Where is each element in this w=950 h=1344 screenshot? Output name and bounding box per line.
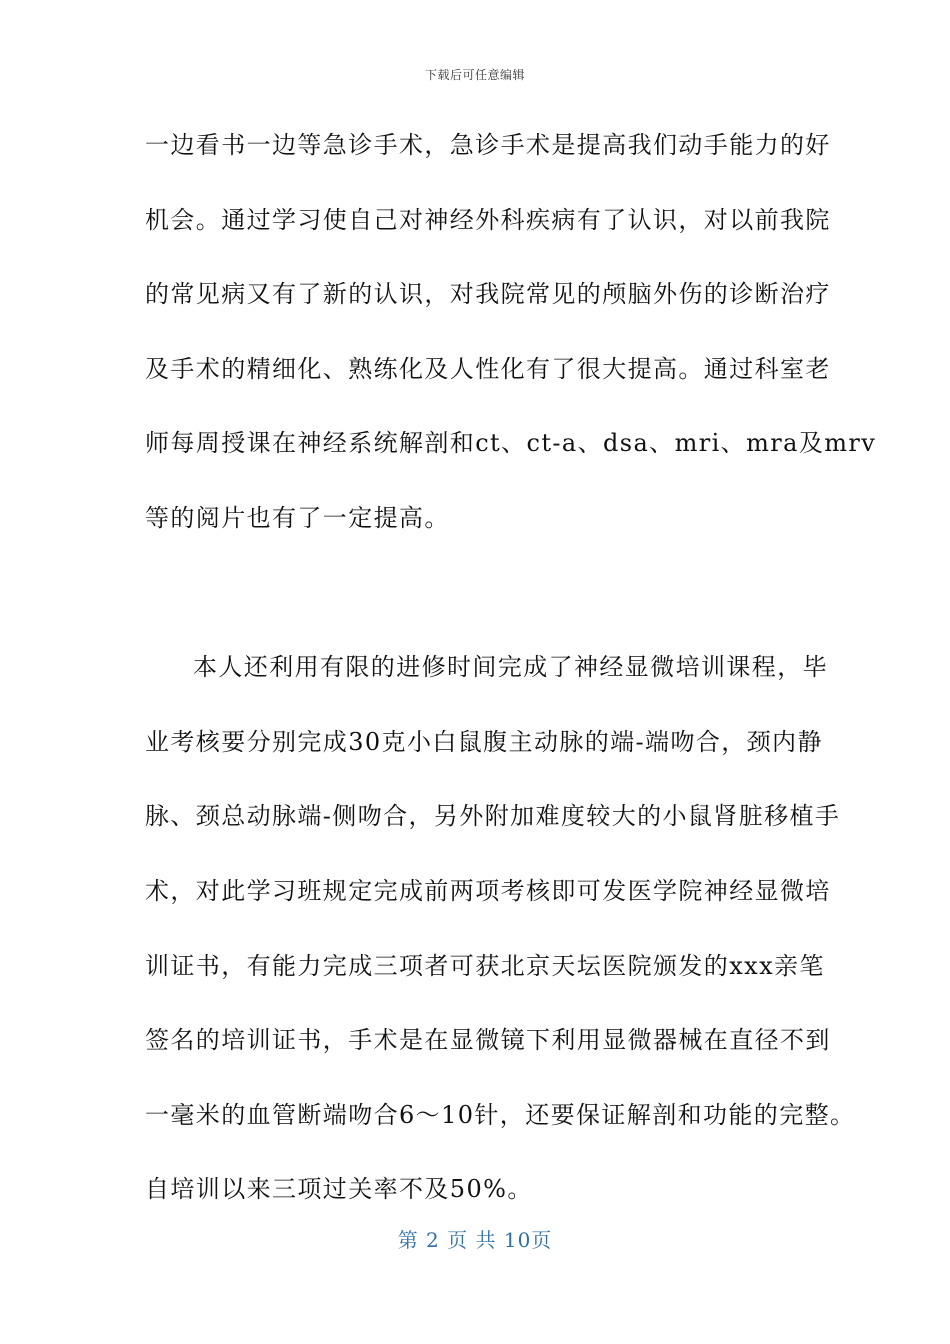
document-body [145,118,877,1237]
page-header: 下载后可任意编辑 [424,68,525,82]
paragraph-line: 及手术的精细化、熟练化及人性化有了很大提高。通过科室老 [145,354,831,383]
paragraph-line: 自培训以来三项过关率不及50%。 [145,1175,533,1204]
paragraph-line: 一边看书一边等急诊手术，急诊手术是提高我们动手能力的好 [145,131,831,159]
paragraph-line: 脉、颈总动脉端-侧吻合，另外附加难度较大的小鼠肾脏移植手 [145,802,841,831]
paragraph-1 [145,118,877,566]
paragraph-line: 的常见病又有了新的认识，对我院常见的颅脑外伤的诊断治疗 [145,280,831,309]
paragraph-line: 术，对此学习班规定完成前两项考核即可发医学院神经显微培 [145,876,831,905]
paragraph-line: 本人还利用有限的进修时间完成了神经显微培训课程，毕 [193,653,828,682]
paragraph-line: 业考核要分别完成30克小白鼠腹主动脉的端-端吻合，颈内静 [145,727,823,756]
paragraph-line: 一毫米的血管断端吻合6～10针，还要保证解剖和功能的完整。 [145,1100,856,1129]
paragraph-line: 机会。通过学习使自己对神经外科疾病有了认识，对以前我院 [145,205,831,234]
paragraph-line: 师每周授课在神经系统解剖和ct、ct-a、dsa、mri、mra及mrv [145,429,877,458]
paragraph-line: 等的阅片也有了一定提高。 [145,503,450,532]
paragraph-line: 签名的培训证书，手术是在显微镜下利用显微器械在直径不到 [145,1026,831,1055]
paragraph-line: 训证书，有能力完成三项者可获北京天坛医院颁发的xxx亲笔 [145,951,825,980]
paragraph-2 [145,640,856,1237]
page-footer: 第 2 页 共 10页 [397,1228,553,1252]
